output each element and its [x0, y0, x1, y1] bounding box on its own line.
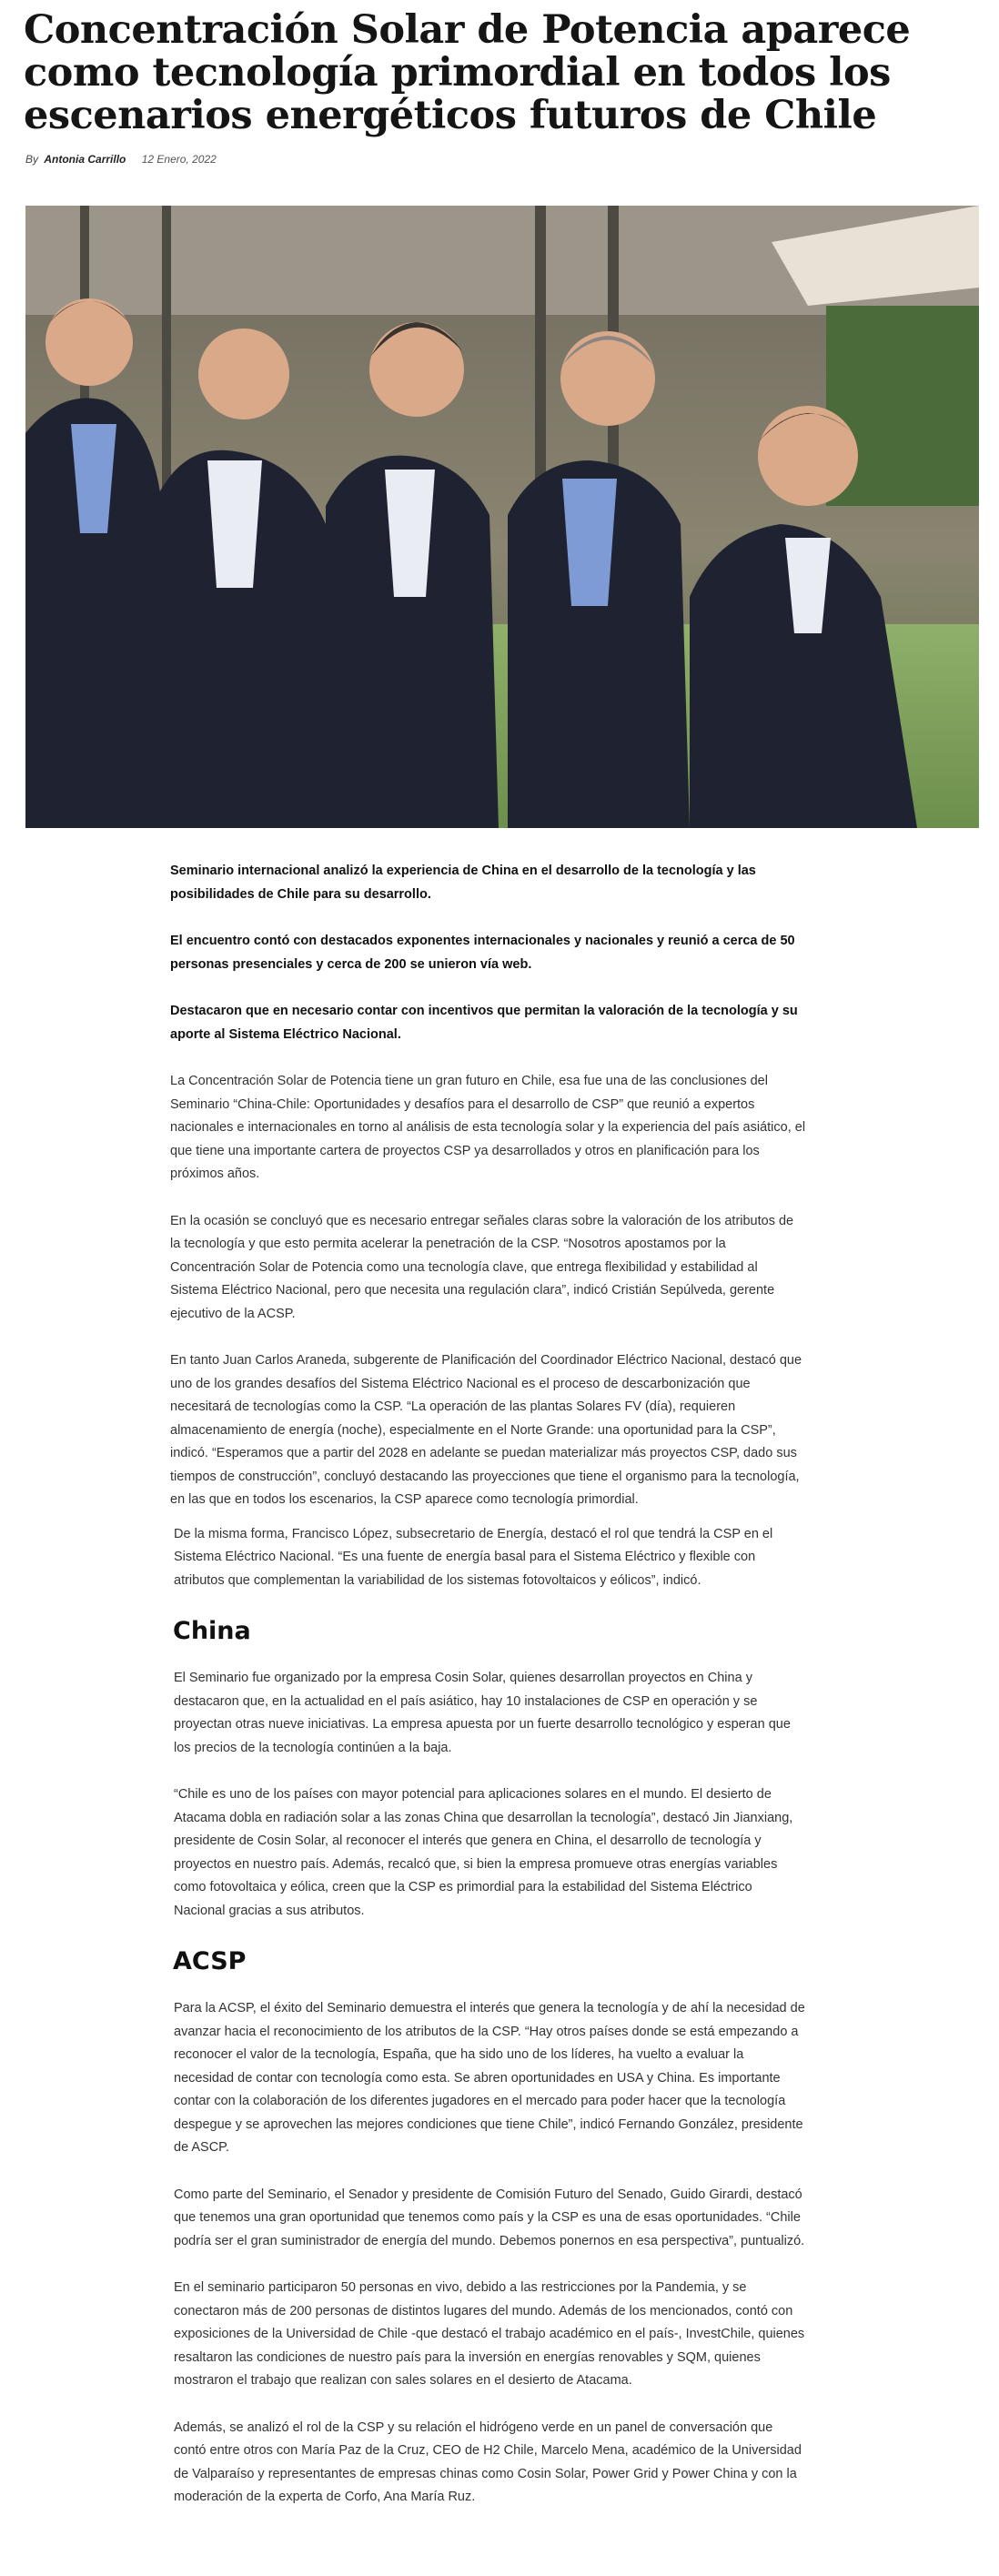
lead-paragraph: El encuentro contó con destacados exponentes internacionales y nacionales y reunió a cerca de 50 personas presenciales y cerca de 200 se unieron vía web.: [170, 934, 795, 972]
lead-paragraph: Seminario internacional analizó la experiencia de China en el desarrollo de la tecnología y las posibilidades de Chile para su desarrollo.: [170, 864, 756, 902]
body-paragraph: Además, se analizó el rol de la CSP y su relación el hidrógeno verde en un panel de conversación que contó entre otros con María Paz de la Cruz, CEO de H2 Chile, Marcelo Mena, académico de la Universidad de Valparaíso y representantes de empresas chinas como Cosin Solar, Power Grid y Power China y con la moderación de la experta de Corfo, Ana María Ruz.: [174, 2419, 802, 2504]
lead-paragraph: Destacaron que en necesario contar con incentivos que permitan la valoración de la tecnología y su aporte al Sistema Eléctrico Nacional.: [170, 1004, 798, 1042]
body-paragraph: De la misma forma, Francisco López, subsecretario de Energía, destacó el rol que tendrá la CSP en el Sistema Eléctrico Nacional. “Es una fuente de energía basal para el Sistema Eléctrico y flexible con atributos que complementan la variabilidad de los sistemas fotovoltaicos y eólicos”, indicó.: [174, 1526, 773, 1588]
section-heading-acsp: ACSP: [173, 1947, 247, 1975]
article-title: Concentración Solar de Potencia aparece como tecnología primordial en todos los escenarios energéticos futuros de Chile: [24, 7, 911, 138]
body-paragraph: Para la ACSP, el éxito del Seminario demuestra el interés que genera la tecnología y de ahí la necesidad de avanzar hacia el reconocimiento de los atributos de la CSP. “Hay otros países donde se está empezando a reconocer el valor de la tecnología, España, que ha sido uno de los líderes, ha vuelto a evaluar la necesidad de contar con tecnología como esta. Se abren oportunidades en USA y China. Es importante contar con la colaboración de los diferentes jugadores en el mercado para poder hacer que la tecnología despegue y se aprovechen las mejores condiciones que tiene Chile”, indicó Fernando González, presidente de ASCP.: [174, 2001, 805, 2155]
author-link[interactable]: Antonia Carrillo: [44, 153, 126, 166]
body-paragraph: Como parte del Seminario, el Senador y presidente de Comisión Futuro del Senado, Guido Girardi, destacó que tenemos una gran oportunidad que tenemos como país y la CSP es una de esas oportunidades. “Chile podría ser el gran suministrador de energía del mundo. Debemos ponernos en esa perspectiva”, puntualizó.: [174, 2187, 805, 2248]
group-photo: [25, 206, 979, 828]
article-body: [170, 860, 807, 2533]
body-paragraph: “Chile es uno de los países con mayor potencial para aplicaciones solares en el mundo. El desierto de Atacama dobla en radiación solar a las zonas China que desarrollan la tecnología”, destacó Jin Jianxiang, presidente de Cosin Solar, al reconocer el interés que genera en China, el desarrollo de tecnología y proyectos en nuestro país. Además, recalcó que, si bien la empresa promueve otras energías variables como fotovoltaica y eólica, creen que la CSP es primordial para la estabilidad del Sistema Eléctrico Nacional gracias a sus atributos.: [174, 1787, 793, 1918]
publish-date: 12 Enero, 2022: [141, 153, 217, 166]
byline: [25, 153, 217, 166]
section-heading-china: China: [173, 1617, 251, 1645]
body-paragraph: La Concentración Solar de Potencia tiene un gran futuro en Chile, esa fue una de las conclusiones del Seminario “China-Chile: Oportunidades y desafíos para el desarrollo de CSP” que reunió a expertos nacionales e internacionales en torno al análisis de esta tecnología solar y la experiencia del país asiático, el que tiene una importante cartera de proyectos CSP ya desarrollados y otros en planificación para los próximos años.: [170, 1074, 806, 1181]
body-paragraph: El Seminario fue organizado por la empresa Cosin Solar, quienes desarrollan proyectos en China y destacaron que, en la actualidad en el país asiático, hay 10 instalaciones de CSP en operación y se proyectan otras nueve iniciativas. La empresa apuesta por un fuerte desarrollo tecnológico y esperan que los precios de la tecnología continúen a la baja.: [174, 1671, 791, 1755]
body-paragraph: En el seminario participaron 50 personas en vivo, debido a las restricciones por la Pandemia, y se conectaron más de 200 personas de distintos lugares del mundo. Además de los mencionados, contó con exposiciones de la Universidad de Chile -que destacó el trabajo académico en el país-, InvestChile, quienes resaltaron las condiciones de nuestro país para la inversión en energías renovables y SQM, quienes mostraron el trabajo que realizan con sales solares en el desierto de Atacama.: [174, 2280, 805, 2388]
body-paragraph: En la ocasión se concluyó que es necesario entregar señales claras sobre la valoración de los atributos de la tecnología y que esto permita acelerar la penetración de la CSP. “Nosotros apostamos por la Concentración Solar de Potencia como una tecnología clave, que entrega flexibilidad y estabilidad al Sistema Eléctrico Nacional, pero que necesita una regulación clara”, indicó Cristián Sepúlveda, gerente ejecutivo de la ACSP.: [170, 1213, 794, 1321]
body-paragraph: En tanto Juan Carlos Araneda, subgerente de Planificación del Coordinador Eléctrico Nacional, destacó que uno de los grandes desafíos del Sistema Eléctrico Nacional es el proceso de descarbonización que necesitará de tecnologías como la CSP. “La operación de las plantas Solares FV (día), requieren almacenamiento de energía (noche), especialmente en el Norte Grande: una oportunidad para la CSP”, indicó. “Esperamos que a partir del 2028 en adelante se puedan materializar más proyectos CSP, dado sus tiempos de construcción”, concluyó destacando las proyecciones que tiene el organismo para la tecnología, en las que en todos los escenarios, la CSP aparece como tecnología primordial.: [170, 1353, 802, 1507]
by-label: By: [25, 153, 39, 166]
